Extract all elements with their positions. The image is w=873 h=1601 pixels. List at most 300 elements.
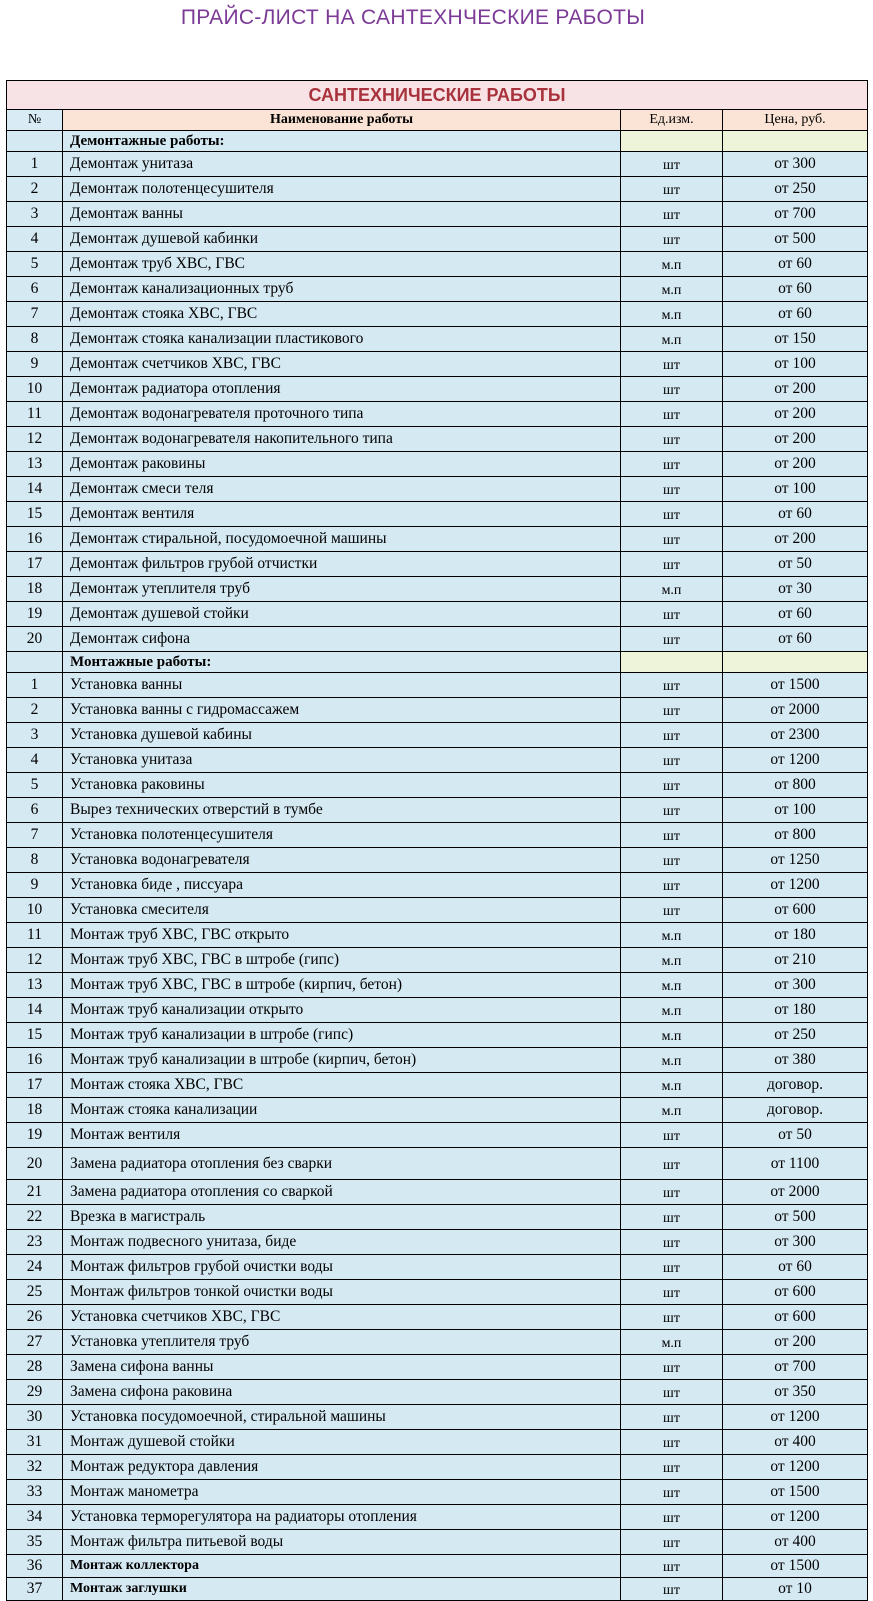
row-number: 31 (7, 1430, 63, 1455)
table-row (7, 502, 868, 527)
row-price: от 700 (723, 1355, 868, 1380)
row-price: от 100 (723, 798, 868, 823)
row-unit: шт (621, 352, 723, 377)
row-unit: шт (621, 1455, 723, 1480)
row-unit: шт (621, 1380, 723, 1405)
row-price: от 800 (723, 773, 868, 798)
table-row (7, 227, 868, 252)
table-row (7, 202, 868, 227)
row-number: 20 (7, 1148, 63, 1180)
section-title: Демонтажные работы: (63, 131, 621, 152)
table-row (7, 552, 868, 577)
row-price: от 1200 (723, 1505, 868, 1530)
row-number: 5 (7, 252, 63, 277)
row-unit: шт (621, 502, 723, 527)
row-price: от 300 (723, 1230, 868, 1255)
row-name: Демонтаж труб ХВС, ГВС (63, 252, 621, 277)
table-row (7, 673, 868, 698)
row-price: от 60 (723, 627, 868, 652)
price-table (6, 80, 868, 1601)
table-header-row (7, 110, 868, 131)
row-unit: шт (621, 773, 723, 798)
table-row (7, 1123, 868, 1148)
row-number: 25 (7, 1280, 63, 1305)
row-price: от 1200 (723, 873, 868, 898)
row-unit: шт (621, 627, 723, 652)
row-number: 14 (7, 477, 63, 502)
row-name: Монтаж коллектора (63, 1555, 621, 1578)
row-name: Установка ванны с гидромассажем (63, 698, 621, 723)
row-unit: шт (621, 898, 723, 923)
table-caption-row (7, 81, 868, 110)
row-unit: м.п (621, 252, 723, 277)
table-row (7, 602, 868, 627)
row-unit: м.п (621, 923, 723, 948)
row-name: Демонтаж счетчиков ХВС, ГВС (63, 352, 621, 377)
row-number: 10 (7, 898, 63, 923)
header-unit: Ед.изм. (621, 110, 723, 131)
row-unit: шт (621, 402, 723, 427)
row-name: Демонтаж душевой кабинки (63, 227, 621, 252)
row-price: от 200 (723, 527, 868, 552)
header-num: № (7, 110, 63, 131)
row-unit: м.п (621, 1330, 723, 1355)
row-name: Монтаж стояка канализации (63, 1098, 621, 1123)
row-price: договор. (723, 1073, 868, 1098)
row-number: 9 (7, 352, 63, 377)
table-row (7, 1255, 868, 1280)
row-number: 18 (7, 1098, 63, 1123)
row-name: Демонтаж водонагревателя проточного типа (63, 402, 621, 427)
row-price: от 1200 (723, 1405, 868, 1430)
row-unit: м.п (621, 1048, 723, 1073)
row-number: 19 (7, 602, 63, 627)
row-unit: шт (621, 1480, 723, 1505)
table-row (7, 302, 868, 327)
row-unit: шт (621, 1555, 723, 1578)
row-number: 17 (7, 552, 63, 577)
table-row (7, 427, 868, 452)
table-row (7, 627, 868, 652)
row-price: от 1250 (723, 848, 868, 873)
row-price: от 200 (723, 377, 868, 402)
row-unit: шт (621, 477, 723, 502)
row-number: 32 (7, 1455, 63, 1480)
table-row (7, 1330, 868, 1355)
row-price: от 1200 (723, 748, 868, 773)
row-number: 37 (7, 1578, 63, 1601)
row-name: Демонтаж стояка ХВС, ГВС (63, 302, 621, 327)
section-unit-cell (621, 131, 723, 152)
row-unit: шт (621, 177, 723, 202)
table-row (7, 1073, 868, 1098)
row-name: Монтаж труб ХВС, ГВС в штробе (гипс) (63, 948, 621, 973)
row-price: от 300 (723, 973, 868, 998)
row-price: от 200 (723, 427, 868, 452)
row-number: 4 (7, 748, 63, 773)
row-unit: шт (621, 1430, 723, 1455)
table-row (7, 1023, 868, 1048)
row-number: 16 (7, 527, 63, 552)
section-title: Монтажные работы: (63, 652, 621, 673)
table-row (7, 1555, 868, 1578)
table-row (7, 1505, 868, 1530)
table-row (7, 252, 868, 277)
row-unit: шт (621, 698, 723, 723)
row-unit: шт (621, 1255, 723, 1280)
table-row (7, 873, 868, 898)
table-row (7, 1405, 868, 1430)
row-name: Демонтаж вентиля (63, 502, 621, 527)
row-name: Установка смесителя (63, 898, 621, 923)
row-price: от 350 (723, 1380, 868, 1405)
row-price: от 800 (723, 823, 868, 848)
row-number: 8 (7, 327, 63, 352)
table-row (7, 1355, 868, 1380)
row-name: Установка посудомоечной, стиральной машины (63, 1405, 621, 1430)
row-number: 12 (7, 427, 63, 452)
section-header-row (7, 131, 868, 152)
row-price: от 30 (723, 577, 868, 602)
row-number: 33 (7, 1480, 63, 1505)
row-unit: шт (621, 1355, 723, 1380)
row-number: 9 (7, 873, 63, 898)
row-number: 7 (7, 823, 63, 848)
row-unit: шт (621, 602, 723, 627)
table-row (7, 452, 868, 477)
row-unit: шт (621, 527, 723, 552)
row-number: 2 (7, 177, 63, 202)
row-number: 7 (7, 302, 63, 327)
row-number: 2 (7, 698, 63, 723)
row-unit: шт (621, 227, 723, 252)
row-name: Демонтаж радиатора отопления (63, 377, 621, 402)
row-number: 15 (7, 502, 63, 527)
row-number: 11 (7, 923, 63, 948)
row-unit: шт (621, 202, 723, 227)
row-price: от 500 (723, 227, 868, 252)
row-number: 1 (7, 152, 63, 177)
row-name: Демонтаж стиральной, посудомоечной машины (63, 527, 621, 552)
section-price-cell (723, 652, 868, 673)
row-unit: шт (621, 1578, 723, 1601)
row-price: от 250 (723, 177, 868, 202)
row-unit: шт (621, 1505, 723, 1530)
row-unit: м.п (621, 948, 723, 973)
table-row (7, 773, 868, 798)
row-unit: шт (621, 748, 723, 773)
row-name: Установка душевой кабины (63, 723, 621, 748)
row-unit: шт (621, 873, 723, 898)
table-row (7, 1205, 868, 1230)
table-row (7, 973, 868, 998)
row-price: от 300 (723, 152, 868, 177)
row-unit: шт (621, 427, 723, 452)
row-price: от 200 (723, 402, 868, 427)
row-price: от 100 (723, 352, 868, 377)
row-name: Врезка в магистраль (63, 1205, 621, 1230)
row-number: 10 (7, 377, 63, 402)
row-name: Установка терморегулятора на радиаторы отопления (63, 1505, 621, 1530)
row-price: от 60 (723, 302, 868, 327)
row-number: 36 (7, 1555, 63, 1578)
row-unit: м.п (621, 302, 723, 327)
row-name: Демонтаж душевой стойки (63, 602, 621, 627)
row-name: Демонтаж смеси теля (63, 477, 621, 502)
row-unit: м.п (621, 998, 723, 1023)
table-row (7, 477, 868, 502)
row-name: Установка раковины (63, 773, 621, 798)
row-number: 6 (7, 277, 63, 302)
row-price: от 60 (723, 1255, 868, 1280)
row-number: 1 (7, 673, 63, 698)
row-name: Демонтаж сифона (63, 627, 621, 652)
table-row (7, 698, 868, 723)
row-unit: шт (621, 1280, 723, 1305)
row-unit: шт (621, 673, 723, 698)
row-number: 29 (7, 1380, 63, 1405)
table-row (7, 1480, 868, 1505)
section-header-row (7, 652, 868, 673)
table-row (7, 352, 868, 377)
row-unit: шт (621, 848, 723, 873)
row-price: от 100 (723, 477, 868, 502)
row-price: от 400 (723, 1430, 868, 1455)
row-price: от 1100 (723, 1148, 868, 1180)
row-number: 35 (7, 1530, 63, 1555)
row-price: от 50 (723, 1123, 868, 1148)
row-name: Установка утеплителя труб (63, 1330, 621, 1355)
row-name: Монтаж редуктора давления (63, 1455, 621, 1480)
row-unit: шт (621, 1180, 723, 1205)
row-number: 8 (7, 848, 63, 873)
row-unit: шт (621, 798, 723, 823)
row-number: 28 (7, 1355, 63, 1380)
row-price: от 180 (723, 998, 868, 1023)
row-number: 34 (7, 1505, 63, 1530)
row-name: Демонтаж унитаза (63, 152, 621, 177)
row-number: 6 (7, 798, 63, 823)
table-row (7, 527, 868, 552)
row-price: от 600 (723, 1280, 868, 1305)
row-name: Монтаж стояка ХВС, ГВС (63, 1073, 621, 1098)
section-unit-cell (621, 652, 723, 673)
row-price: от 200 (723, 1330, 868, 1355)
row-name: Демонтаж водонагревателя накопительного типа (63, 427, 621, 452)
table-row (7, 1098, 868, 1123)
row-name: Монтаж труб ХВС, ГВС в штробе (кирпич, бетон) (63, 973, 621, 998)
row-price: от 700 (723, 202, 868, 227)
row-price: договор. (723, 1098, 868, 1123)
row-unit: м.п (621, 327, 723, 352)
table-row (7, 277, 868, 302)
row-number: 15 (7, 1023, 63, 1048)
row-number: 4 (7, 227, 63, 252)
table-row (7, 948, 868, 973)
row-name: Монтаж фильтров грубой очистки воды (63, 1255, 621, 1280)
row-unit: шт (621, 1305, 723, 1330)
table-row (7, 798, 868, 823)
table-row (7, 723, 868, 748)
row-number: 26 (7, 1305, 63, 1330)
table-row (7, 848, 868, 873)
row-unit: шт (621, 1230, 723, 1255)
row-price: от 60 (723, 252, 868, 277)
row-price: от 60 (723, 502, 868, 527)
table-row (7, 402, 868, 427)
row-unit: шт (621, 723, 723, 748)
table-row (7, 823, 868, 848)
row-name: Демонтаж раковины (63, 452, 621, 477)
row-name: Демонтаж ванны (63, 202, 621, 227)
row-unit: шт (621, 1205, 723, 1230)
row-unit: шт (621, 452, 723, 477)
row-number: 22 (7, 1205, 63, 1230)
table-row (7, 1280, 868, 1305)
row-name: Монтаж труб канализации открыто (63, 998, 621, 1023)
row-number: 13 (7, 973, 63, 998)
table-caption: САНТЕХНИЧЕСКИЕ РАБОТЫ (7, 81, 868, 110)
row-name: Монтаж фильтров тонкой очистки воды (63, 1280, 621, 1305)
row-number: 18 (7, 577, 63, 602)
table-row (7, 377, 868, 402)
row-number: 3 (7, 723, 63, 748)
row-price: от 200 (723, 452, 868, 477)
header-name: Наименование работы (63, 110, 621, 131)
row-price: от 1500 (723, 1555, 868, 1578)
row-price: от 50 (723, 552, 868, 577)
row-price: от 210 (723, 948, 868, 973)
row-name: Монтаж заглушки (63, 1578, 621, 1601)
row-name: Демонтаж стояка канализации пластикового (63, 327, 621, 352)
section-num-cell (7, 131, 63, 152)
row-price: от 1200 (723, 1455, 868, 1480)
row-number: 17 (7, 1073, 63, 1098)
row-name: Демонтаж утеплителя труб (63, 577, 621, 602)
row-unit: м.п (621, 277, 723, 302)
row-price: от 10 (723, 1578, 868, 1601)
row-name: Замена сифона раковина (63, 1380, 621, 1405)
row-price: от 400 (723, 1530, 868, 1555)
row-unit: шт (621, 1148, 723, 1180)
page-title: ПРАЙС-ЛИСТ НА САНТЕХНЧЕСКИЕ РАБОТЫ (180, 6, 646, 29)
row-name: Установка унитаза (63, 748, 621, 773)
row-unit: м.п (621, 1023, 723, 1048)
row-name: Замена радиатора отопления со сваркой (63, 1180, 621, 1205)
row-name: Установка ванны (63, 673, 621, 698)
table-row (7, 152, 868, 177)
table-row (7, 177, 868, 202)
row-price: от 2300 (723, 723, 868, 748)
row-price: от 380 (723, 1048, 868, 1073)
table-row (7, 1380, 868, 1405)
section-price-cell (723, 131, 868, 152)
table-row (7, 1180, 868, 1205)
row-name: Установка полотенцесушителя (63, 823, 621, 848)
row-price: от 1500 (723, 673, 868, 698)
table-row (7, 1048, 868, 1073)
row-name: Демонтаж полотенцесушителя (63, 177, 621, 202)
row-name: Монтаж труб ХВС, ГВС открыто (63, 923, 621, 948)
row-price: от 2000 (723, 1180, 868, 1205)
row-number: 24 (7, 1255, 63, 1280)
row-price: от 600 (723, 1305, 868, 1330)
row-number: 13 (7, 452, 63, 477)
table-row (7, 1455, 868, 1480)
table-row (7, 1230, 868, 1255)
section-num-cell (7, 652, 63, 673)
row-name: Монтаж душевой стойки (63, 1430, 621, 1455)
row-price: от 2000 (723, 698, 868, 723)
row-number: 16 (7, 1048, 63, 1073)
row-name: Монтаж подвесного унитаза, биде (63, 1230, 621, 1255)
row-unit: шт (621, 552, 723, 577)
row-name: Установка водонагревателя (63, 848, 621, 873)
row-number: 21 (7, 1180, 63, 1205)
row-price: от 500 (723, 1205, 868, 1230)
row-unit: м.п (621, 1073, 723, 1098)
row-name: Демонтаж фильтров грубой отчистки (63, 552, 621, 577)
row-number: 20 (7, 627, 63, 652)
row-number: 27 (7, 1330, 63, 1355)
row-unit: м.п (621, 577, 723, 602)
table-row (7, 748, 868, 773)
table-row (7, 327, 868, 352)
row-number: 19 (7, 1123, 63, 1148)
row-price: от 1500 (723, 1480, 868, 1505)
row-unit: м.п (621, 973, 723, 998)
row-price: от 60 (723, 602, 868, 627)
row-unit: шт (621, 1123, 723, 1148)
row-name: Демонтаж канализационных труб (63, 277, 621, 302)
row-number: 23 (7, 1230, 63, 1255)
row-unit: шт (621, 377, 723, 402)
row-price: от 60 (723, 277, 868, 302)
row-number: 30 (7, 1405, 63, 1430)
row-name: Замена радиатора отопления без сварки (63, 1148, 621, 1180)
row-name: Монтаж фильтра питьевой воды (63, 1530, 621, 1555)
table-row (7, 577, 868, 602)
row-name: Установка биде , писсуара (63, 873, 621, 898)
row-number: 5 (7, 773, 63, 798)
row-unit: шт (621, 1530, 723, 1555)
row-name: Замена сифона ванны (63, 1355, 621, 1380)
row-name: Установка счетчиков ХВС, ГВС (63, 1305, 621, 1330)
row-name: Монтаж труб канализации в штробе (гипс) (63, 1023, 621, 1048)
table-row (7, 998, 868, 1023)
row-number: 14 (7, 998, 63, 1023)
table-row (7, 923, 868, 948)
row-number: 3 (7, 202, 63, 227)
row-unit: шт (621, 1405, 723, 1430)
row-number: 11 (7, 402, 63, 427)
row-unit: м.п (621, 1098, 723, 1123)
table-row (7, 1530, 868, 1555)
table-row (7, 1578, 868, 1601)
row-name: Монтаж труб канализации в штробе (кирпич, бетон) (63, 1048, 621, 1073)
table-row (7, 1305, 868, 1330)
row-name: Монтаж манометра (63, 1480, 621, 1505)
table-row (7, 898, 868, 923)
table-row (7, 1148, 868, 1180)
table-row (7, 1430, 868, 1455)
row-name: Монтаж вентиля (63, 1123, 621, 1148)
row-price: от 250 (723, 1023, 868, 1048)
row-number: 12 (7, 948, 63, 973)
row-unit: шт (621, 823, 723, 848)
row-name: Вырез технических отверстий в тумбе (63, 798, 621, 823)
row-price: от 600 (723, 898, 868, 923)
